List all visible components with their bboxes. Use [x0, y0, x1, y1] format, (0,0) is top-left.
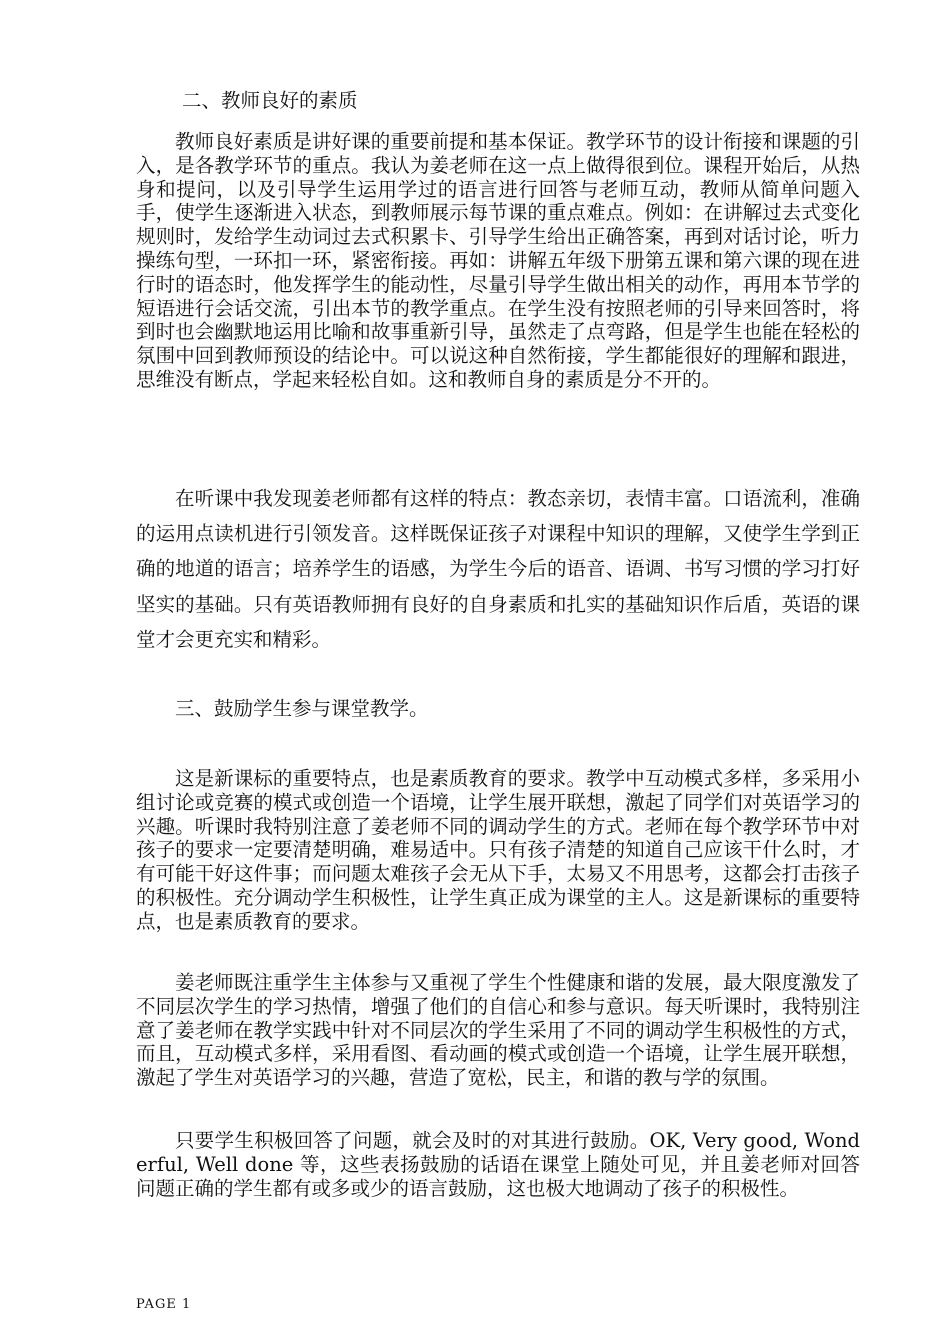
paragraph-student-participation-3: 只要学生积极回答了问题，就会及时的对其进行鼓励。OK, Very good, Wonderful, Well done 等，这些表扬鼓励的话语在课堂上随处可见，并且姜老师对回答问题正确的学生都有或多或少的语言鼓励，这也极大地调动了孩子的积极性。	[136, 1129, 860, 1200]
section-heading-student-participation: 三、鼓励学生参与课堂教学。	[175, 697, 429, 720]
paragraph-student-participation-2: 姜老师既注重学生主体参与又重视了学生个性健康和谐的发展，最大限度激发了不同层次学生的学习热情，增强了他们的自信心和参与意识。每天听课时，我特别注意了姜老师在教学实践中针对不同层次的学生采用了不同的调动学生积极性的方式，而且，互动模式多样，采用看图、看动画的模式或创造一个语境，让学生展开联想，激起了学生对英语学习的兴趣，营造了宽松，民主，和谐的教与学的氛围。	[136, 971, 860, 1090]
page-number-footer: PAGE 1	[136, 1297, 192, 1312]
section-heading-teacher-quality: 二、教师良好的素质	[182, 89, 358, 112]
paragraph-teacher-quality-2: 在听课中我发现姜老师都有这样的特点：教态亲切，表情丰富。口语流利，准确的运用点读机进行引领发音。这样既保证孩子对课程中知识的理解，又使学生学到正确的地道的语言；培养学生的语感，为学生今后的语音、语调、书写习惯的学习打好坚实的基础。只有英语教师拥有良好的自身素质和扎实的基础知识作后盾，英语的课堂才会更充实和精彩。	[136, 487, 860, 651]
paragraph-teacher-quality-1: 教师良好素质是讲好课的重要前提和基本保证。教学环节的设计衔接和课题的引入，是各教学环节的重点。我认为姜老师在这一点上做得很到位。课程开始后，从热身和提问，以及引导学生运用学过的语言进行回答与老师互动，教师从简单问题入手，使学生逐渐进入状态，到教师展示每节课的重点难点。例如：在讲解过去式变化规则时，发给学生动词过去式积累卡、引导学生给出正确答案，再到对话讨论，听力操练句型，一环扣一环，紧密衔接。再如：讲解五年级下册第五课和第六课的现在进行时的语态时，他发挥学生的能动性，尽量引导学生做出相关的动作，再用本节学的短语进行会话交流，引出本节的教学重点。在学生没有按照老师的引导来回答时，将到时也会幽默地运用比喻和故事重新引导，虽然走了点弯路，但是学生也能在轻松的氛围中回到教师预设的结论中。可以说这种自然衔接，学生都能很好的理解和跟进，思维没有断点，学起来轻松自如。这和教师自身的素质是分不开的。	[136, 130, 860, 391]
paragraph-student-participation-1: 这是新课标的重要特点，也是素质教育的要求。教学中互动模式多样，多采用小组讨论或竞赛的模式或创造一个语境，让学生展开联想，激起了同学们对英语学习的兴趣。听课时我特别注意了姜老师不同的调动学生的方式。老师在每个教学环节中对孩子的要求一定要清楚明确，难易适中。只有孩子清楚的知道自己应该干什么时，才有可能干好这件事；而问题太难孩子会无从下手，太易又不用思考，这都会打击孩子的积极性。充分调动学生积极性，让学生真正成为课堂的主人。这是新课标的重要特点，也是素质教育的要求。	[136, 767, 860, 933]
